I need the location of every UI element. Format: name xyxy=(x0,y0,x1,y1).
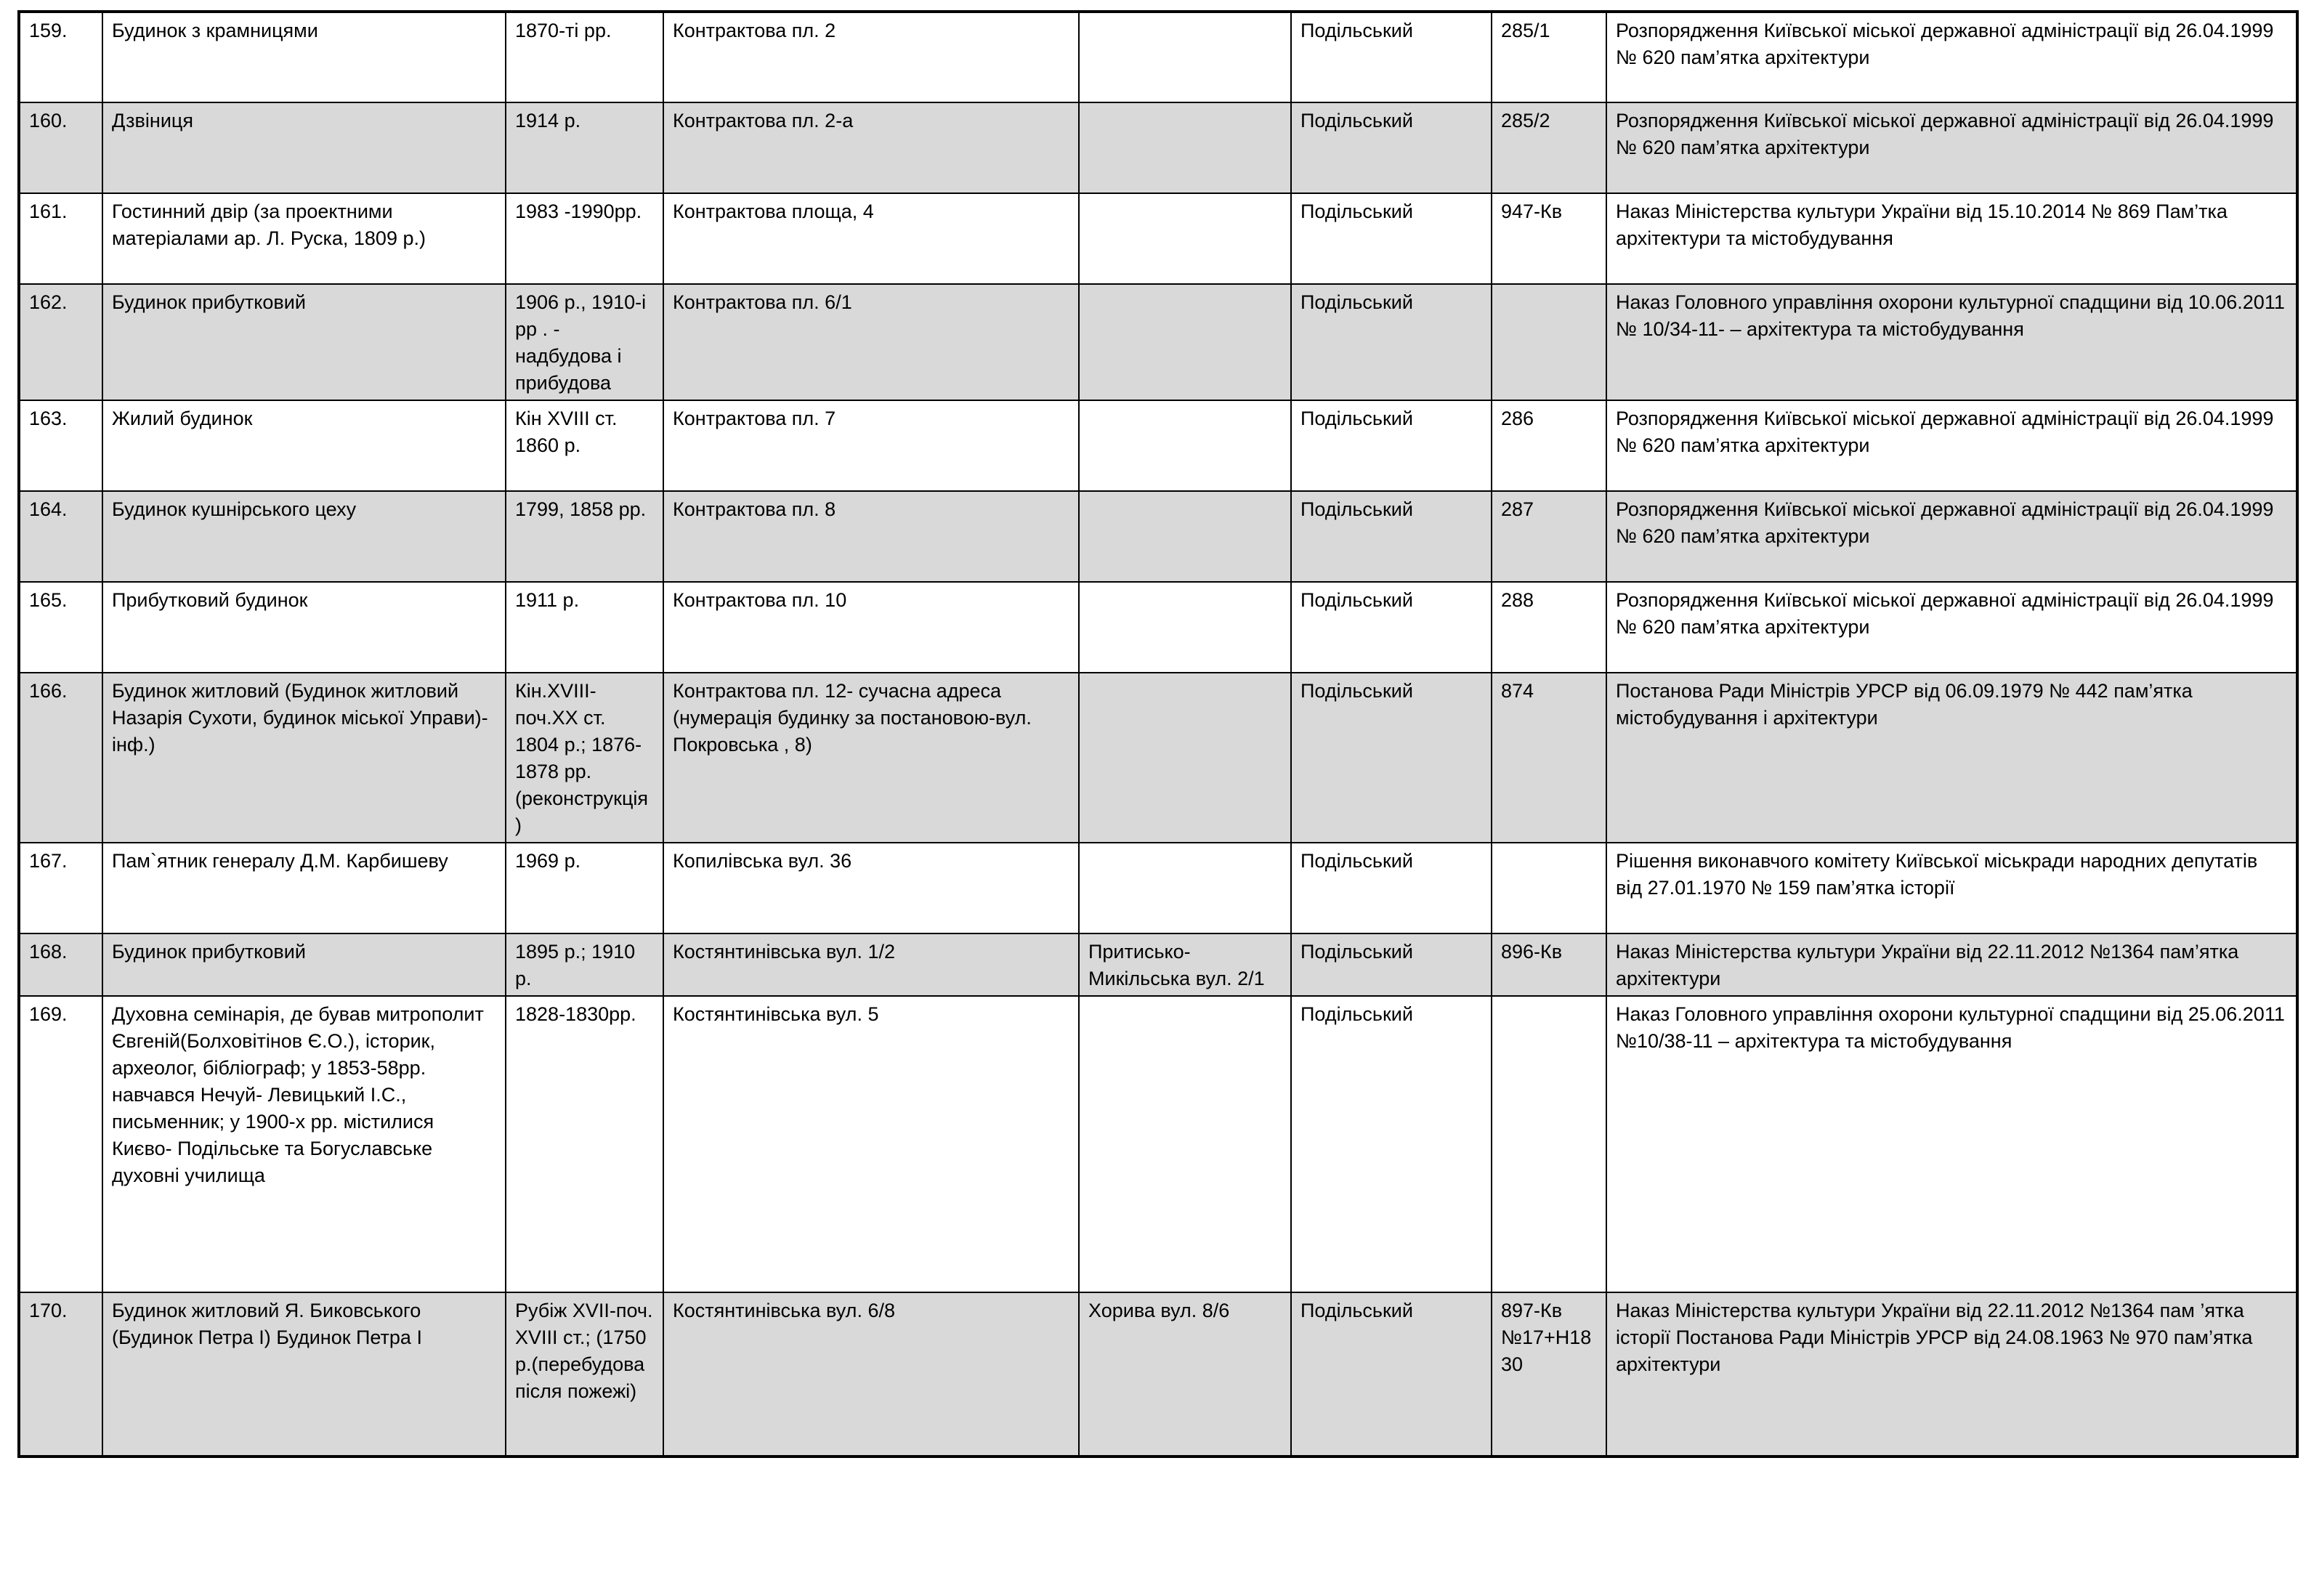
object-address-secondary xyxy=(1079,12,1291,102)
object-name: Будинок з крамницями xyxy=(102,12,506,102)
object-district: Подільський xyxy=(1291,582,1492,673)
table-body xyxy=(19,12,2297,1457)
object-date: 1969 р. xyxy=(506,843,663,933)
object-address-secondary xyxy=(1079,673,1291,843)
object-date: 1895 р.; 1910 р. xyxy=(506,933,663,996)
protection-code: 287 xyxy=(1492,491,1606,582)
object-address-secondary xyxy=(1079,102,1291,193)
row-number: 166. xyxy=(19,673,102,843)
monuments-table xyxy=(17,10,2299,1458)
object-address: Контрактова пл. 12- сучасна адреса (нумерація будинку за постановою-вул. Покровська , 8) xyxy=(663,673,1079,843)
row-number: 159. xyxy=(19,12,102,102)
object-address: Контрактова пл. 10 xyxy=(663,582,1079,673)
object-address: Контрактова площа, 4 xyxy=(663,193,1079,284)
object-name: Гостинний двір (за проектними матеріалами ар. Л. Руска, 1809 р.) xyxy=(102,193,506,284)
object-name: Будинок житловий (Будинок житловий Назарія Сухоти, будинок міської Управи)- інф.) xyxy=(102,673,506,843)
table-row xyxy=(19,193,2297,284)
object-date: Кін XVIII ст. 1860 р. xyxy=(506,400,663,491)
protection-code: 896-Кв xyxy=(1492,933,1606,996)
row-number: 167. xyxy=(19,843,102,933)
object-address-secondary xyxy=(1079,400,1291,491)
object-address: Контрактова пл. 2 xyxy=(663,12,1079,102)
object-name: Духовна семінарія, де бував митрополит Євгеній(Болховітінов Є.О.), історик, археолог, бібліограф; у 1853-58рр. навчався Нечуй- Левицький І.С., письменник; у 1900-х рр. містилися Києво- Подільське та Богуславське духовні училища xyxy=(102,996,506,1292)
object-name: Будинок прибутковий xyxy=(102,284,506,400)
row-number: 165. xyxy=(19,582,102,673)
row-number: 170. xyxy=(19,1292,102,1457)
protection-code: 874 xyxy=(1492,673,1606,843)
object-address-secondary xyxy=(1079,284,1291,400)
object-address-secondary xyxy=(1079,843,1291,933)
object-date: 1983 -1990рр. xyxy=(506,193,663,284)
table-row xyxy=(19,102,2297,193)
row-number: 162. xyxy=(19,284,102,400)
table-row xyxy=(19,12,2297,102)
object-name: Пам`ятник генералу Д.М. Карбишеву xyxy=(102,843,506,933)
legal-document: Постанова Ради Міністрів УРСР від 06.09.1979 № 442 пам’ятка містобудування і архітектури xyxy=(1606,673,2297,843)
protection-code xyxy=(1492,996,1606,1292)
legal-document: Наказ Головного управління охорони культурної спадщини від 10.06.2011 № 10/34-11- – архітектура та містобудування xyxy=(1606,284,2297,400)
protection-code: 947-Кв xyxy=(1492,193,1606,284)
table-row xyxy=(19,491,2297,582)
protection-code: 285/2 xyxy=(1492,102,1606,193)
object-date: 1914 р. xyxy=(506,102,663,193)
legal-document: Розпорядження Київської міської державної адміністрації від 26.04.1999 № 620 пам’ятка архітектури xyxy=(1606,491,2297,582)
object-date: 1799, 1858 рр. xyxy=(506,491,663,582)
object-address: Костянтинівська вул. 5 xyxy=(663,996,1079,1292)
protection-code: 285/1 xyxy=(1492,12,1606,102)
legal-document: Наказ Міністерства культури України від 15.10.2014 № 869 Пам’тка архітектури та містобудування xyxy=(1606,193,2297,284)
object-district: Подільський xyxy=(1291,12,1492,102)
legal-document: Рішення виконавчого комітету Київської міськради народних депутатів від 27.01.1970 № 159 пам’ятка історії xyxy=(1606,843,2297,933)
object-name: Прибутковий будинок xyxy=(102,582,506,673)
object-name: Дзвіниця xyxy=(102,102,506,193)
object-date: 1870-ті рр. xyxy=(506,12,663,102)
object-address: Контрактова пл. 2-а xyxy=(663,102,1079,193)
row-number: 160. xyxy=(19,102,102,193)
legal-document: Наказ Міністерства культури України від 22.11.2012 №1364 пам’ятка архітектури xyxy=(1606,933,2297,996)
table-row xyxy=(19,1292,2297,1457)
table-row xyxy=(19,996,2297,1292)
object-date: 1828-1830рр. xyxy=(506,996,663,1292)
object-address-secondary: Притисько-Микільська вул. 2/1 xyxy=(1079,933,1291,996)
row-number: 161. xyxy=(19,193,102,284)
table-row xyxy=(19,284,2297,400)
object-address-secondary xyxy=(1079,582,1291,673)
object-date: 1906 р., 1910-і рр . - надбудова і прибудова xyxy=(506,284,663,400)
object-address: Костянтинівська вул. 1/2 xyxy=(663,933,1079,996)
object-district: Подільський xyxy=(1291,843,1492,933)
object-address-secondary xyxy=(1079,193,1291,284)
table-row xyxy=(19,673,2297,843)
protection-code: 897-Кв №17+Н1830 xyxy=(1492,1292,1606,1457)
protection-code xyxy=(1492,284,1606,400)
object-name: Жилий будинок xyxy=(102,400,506,491)
row-number: 168. xyxy=(19,933,102,996)
legal-document: Розпорядження Київської міської державної адміністрації від 26.04.1999 № 620 пам’ятка архітектури xyxy=(1606,102,2297,193)
object-district: Подільський xyxy=(1291,1292,1492,1457)
protection-code xyxy=(1492,843,1606,933)
object-name: Будинок прибутковий xyxy=(102,933,506,996)
object-district: Подільський xyxy=(1291,102,1492,193)
legal-document: Розпорядження Київської міської державної адміністрації від 26.04.1999 № 620 пам’ятка архітектури xyxy=(1606,12,2297,102)
object-address-secondary xyxy=(1079,996,1291,1292)
object-date: 1911 р. xyxy=(506,582,663,673)
object-address: Контрактова пл. 7 xyxy=(663,400,1079,491)
object-district: Подільський xyxy=(1291,400,1492,491)
legal-document: Розпорядження Київської міської державної адміністрації від 26.04.1999 № 620 пам’ятка архітектури xyxy=(1606,400,2297,491)
row-number: 169. xyxy=(19,996,102,1292)
legal-document: Розпорядження Київської міської державної адміністрації від 26.04.1999 № 620 пам’ятка архітектури xyxy=(1606,582,2297,673)
object-district: Подільський xyxy=(1291,673,1492,843)
object-date: Рубіж XVII-поч. XVIII ст.; (1750 р.(перебудова після пожежі) xyxy=(506,1292,663,1457)
object-district: Подільський xyxy=(1291,491,1492,582)
table-row xyxy=(19,933,2297,996)
legal-document: Наказ Головного управління охорони культурної спадщини від 25.06.2011 №10/38-11 – архітектура та містобудування xyxy=(1606,996,2297,1292)
table-row xyxy=(19,400,2297,491)
object-district: Подільський xyxy=(1291,193,1492,284)
object-district: Подільський xyxy=(1291,933,1492,996)
object-name: Будинок кушнірського цеху xyxy=(102,491,506,582)
table-row xyxy=(19,582,2297,673)
protection-code: 286 xyxy=(1492,400,1606,491)
table-row xyxy=(19,843,2297,933)
object-district: Подільський xyxy=(1291,284,1492,400)
object-date: Кін.XVIII-поч.XX ст. 1804 р.; 1876-1878 рр. (реконструкція) xyxy=(506,673,663,843)
row-number: 164. xyxy=(19,491,102,582)
protection-code: 288 xyxy=(1492,582,1606,673)
object-address-secondary xyxy=(1079,491,1291,582)
object-address: Контрактова пл. 8 xyxy=(663,491,1079,582)
object-address: Копилівська вул. 36 xyxy=(663,843,1079,933)
legal-document: Наказ Міністерства культури України від 22.11.2012 №1364 пам ’ятка історії Постанова Ради Міністрів УРСР від 24.08.1963 № 970 пам’ятка архітектури xyxy=(1606,1292,2297,1457)
object-name: Будинок житловий Я. Биковського (Будинок Петра I) Будинок Петра I xyxy=(102,1292,506,1457)
object-district: Подільський xyxy=(1291,996,1492,1292)
object-address: Контрактова пл. 6/1 xyxy=(663,284,1079,400)
object-address-secondary: Хорива вул. 8/6 xyxy=(1079,1292,1291,1457)
row-number: 163. xyxy=(19,400,102,491)
object-address: Костянтинівська вул. 6/8 xyxy=(663,1292,1079,1457)
